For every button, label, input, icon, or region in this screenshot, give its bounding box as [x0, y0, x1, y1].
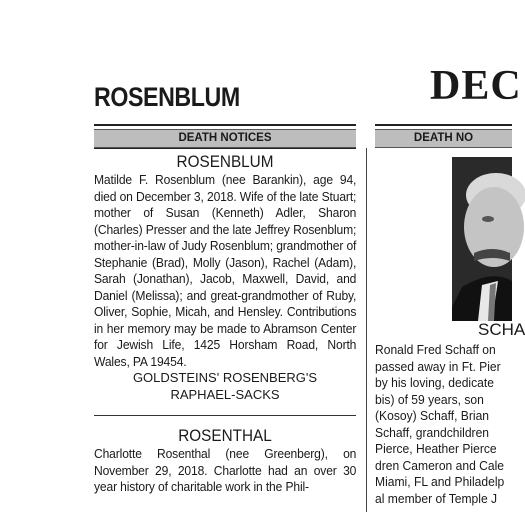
label-underline-left [94, 148, 356, 149]
schaff-line: Pierce, Heather Pierce [375, 441, 497, 456]
notice-body-rosenthal: Charlotte Rosenthal (nee Greenberg), on November 29, 2018. Charlotte had an over 30 year history of charitable work in the Phil- [94, 446, 357, 494]
funeral-home-line2: RAPHAEL-SACKS [170, 386, 280, 402]
masthead-title: DEC [430, 63, 522, 109]
notice-body-schaff [375, 342, 524, 507]
schaff-line: Ronald Fred Schaff on [375, 342, 496, 357]
schaff-line: al member of Temple J [375, 490, 498, 506]
notice-separator [94, 415, 356, 416]
notice-title-schaff: SCHA [478, 320, 525, 339]
schaff-line: Schaff, grandchildren [375, 424, 490, 440]
page-heading: ROSENBLUM [94, 82, 240, 112]
schaff-line: dren Cameron and Cale [375, 457, 505, 473]
schaff-line: by his loving, dedicate [375, 375, 494, 390]
portrait-image [452, 157, 512, 321]
section-label-left: DEATH NOTICES [94, 129, 356, 148]
notice-title-rosenthal: ROSENTHAL [178, 426, 272, 445]
section-label-right: DEATH NO [375, 129, 512, 148]
funeral-home-line1: GOLDSTEINS' ROSENBERG'S [132, 370, 318, 385]
top-rule-left [94, 124, 356, 126]
top-rule-right [375, 124, 512, 126]
notice-body-rosenblum: Matilde F. Rosenblum (nee Barankin), age 94, died on December 3, 2018. Wife of the late Stuart; mother of Susan (Kenneth) Adler, Sharon (Charles) Presser and the late Jeffrey Rosenblum; mother-in-law of Judy Rosenblum; grandmother of Stephanie (Brad), Molly (Jason), Rachel (Adam), Sarah (Jonathan), Jacob, Maxwell, David, and Daniel (Melissa); and great-grandmother of Ruby, Oliver, Sophie, Micah, and Hensley. Contributions in her memory may be made to Abramson Center for Jewish Life, 1425 Horsham Road, North Wales, PA 19454. [94, 172, 357, 369]
schaff-line: bis) of 59 years, son [375, 391, 484, 407]
left-column [94, 152, 356, 496]
schaff-line: passed away in Ft. Pier [375, 358, 501, 374]
notice-title-rosenblum: ROSENBLUM [176, 152, 274, 171]
schaff-line: Miami, FL and Philadelp [375, 474, 505, 489]
portrait-photo [452, 157, 512, 321]
column-divider [366, 148, 367, 512]
schaff-line: (Kosoy) Schaff, Brian [375, 408, 490, 423]
